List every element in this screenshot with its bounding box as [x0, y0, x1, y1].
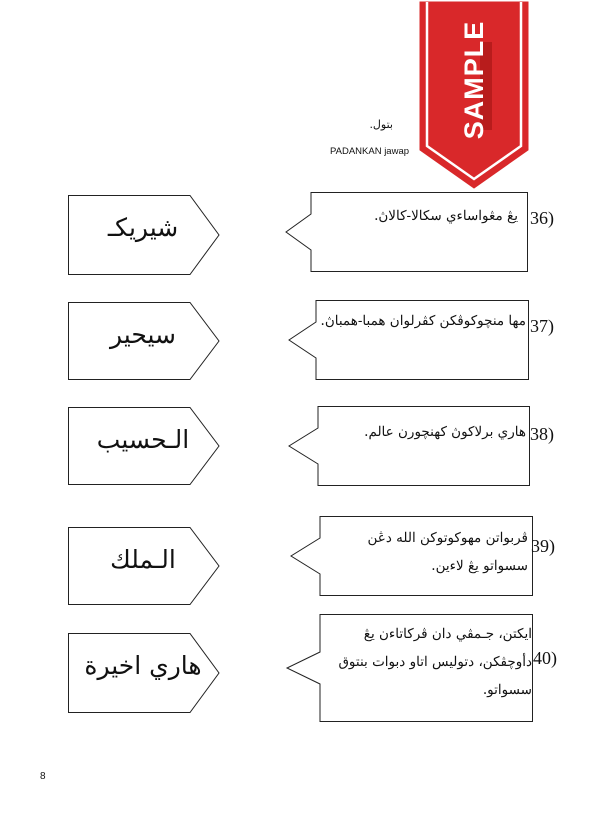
question-text-37: مها منچوکوڤکن کڤرلوان همبا-همباڽ. [320, 313, 526, 329]
question-text-40: ايکتن، جـمڤي دان ڤرکاتاءن يڠ دأوچڤکن، دتوليس اتاو دبوات بنتوق سسواتو. [338, 626, 532, 698]
question-number-40: 40) [533, 648, 557, 668]
answer-text-40: هاري اخيرة [84, 651, 202, 680]
question-text-36: يڠ مڠواساءي سکالا-کالاڽ. [374, 208, 518, 224]
instruction-english: PADANKAN jawap [330, 146, 410, 157]
page-number: 8 [40, 771, 46, 782]
question-number-39: 39) [531, 536, 555, 556]
question-number-37: 37) [530, 316, 554, 336]
question-number-38: 38) [530, 424, 554, 444]
question-number-36: 36) [530, 208, 554, 228]
answer-text-36: شيريکـ [107, 213, 179, 242]
answer-text-38: الـحسيب [96, 425, 190, 454]
watermark-text: SAMPLE [458, 20, 489, 140]
question-text-38: هاري برلاکوڽ کهنچورن عالم. [364, 424, 526, 440]
question-text-39: ڤربواتن مهوکوتوکن الله دڠن سسواتو يڠ لاءين. [367, 530, 528, 574]
answer-text-37: سيحير [110, 320, 176, 349]
instruction-arabic: بتول. [369, 118, 393, 131]
answer-text-39: الـملك [110, 545, 176, 574]
